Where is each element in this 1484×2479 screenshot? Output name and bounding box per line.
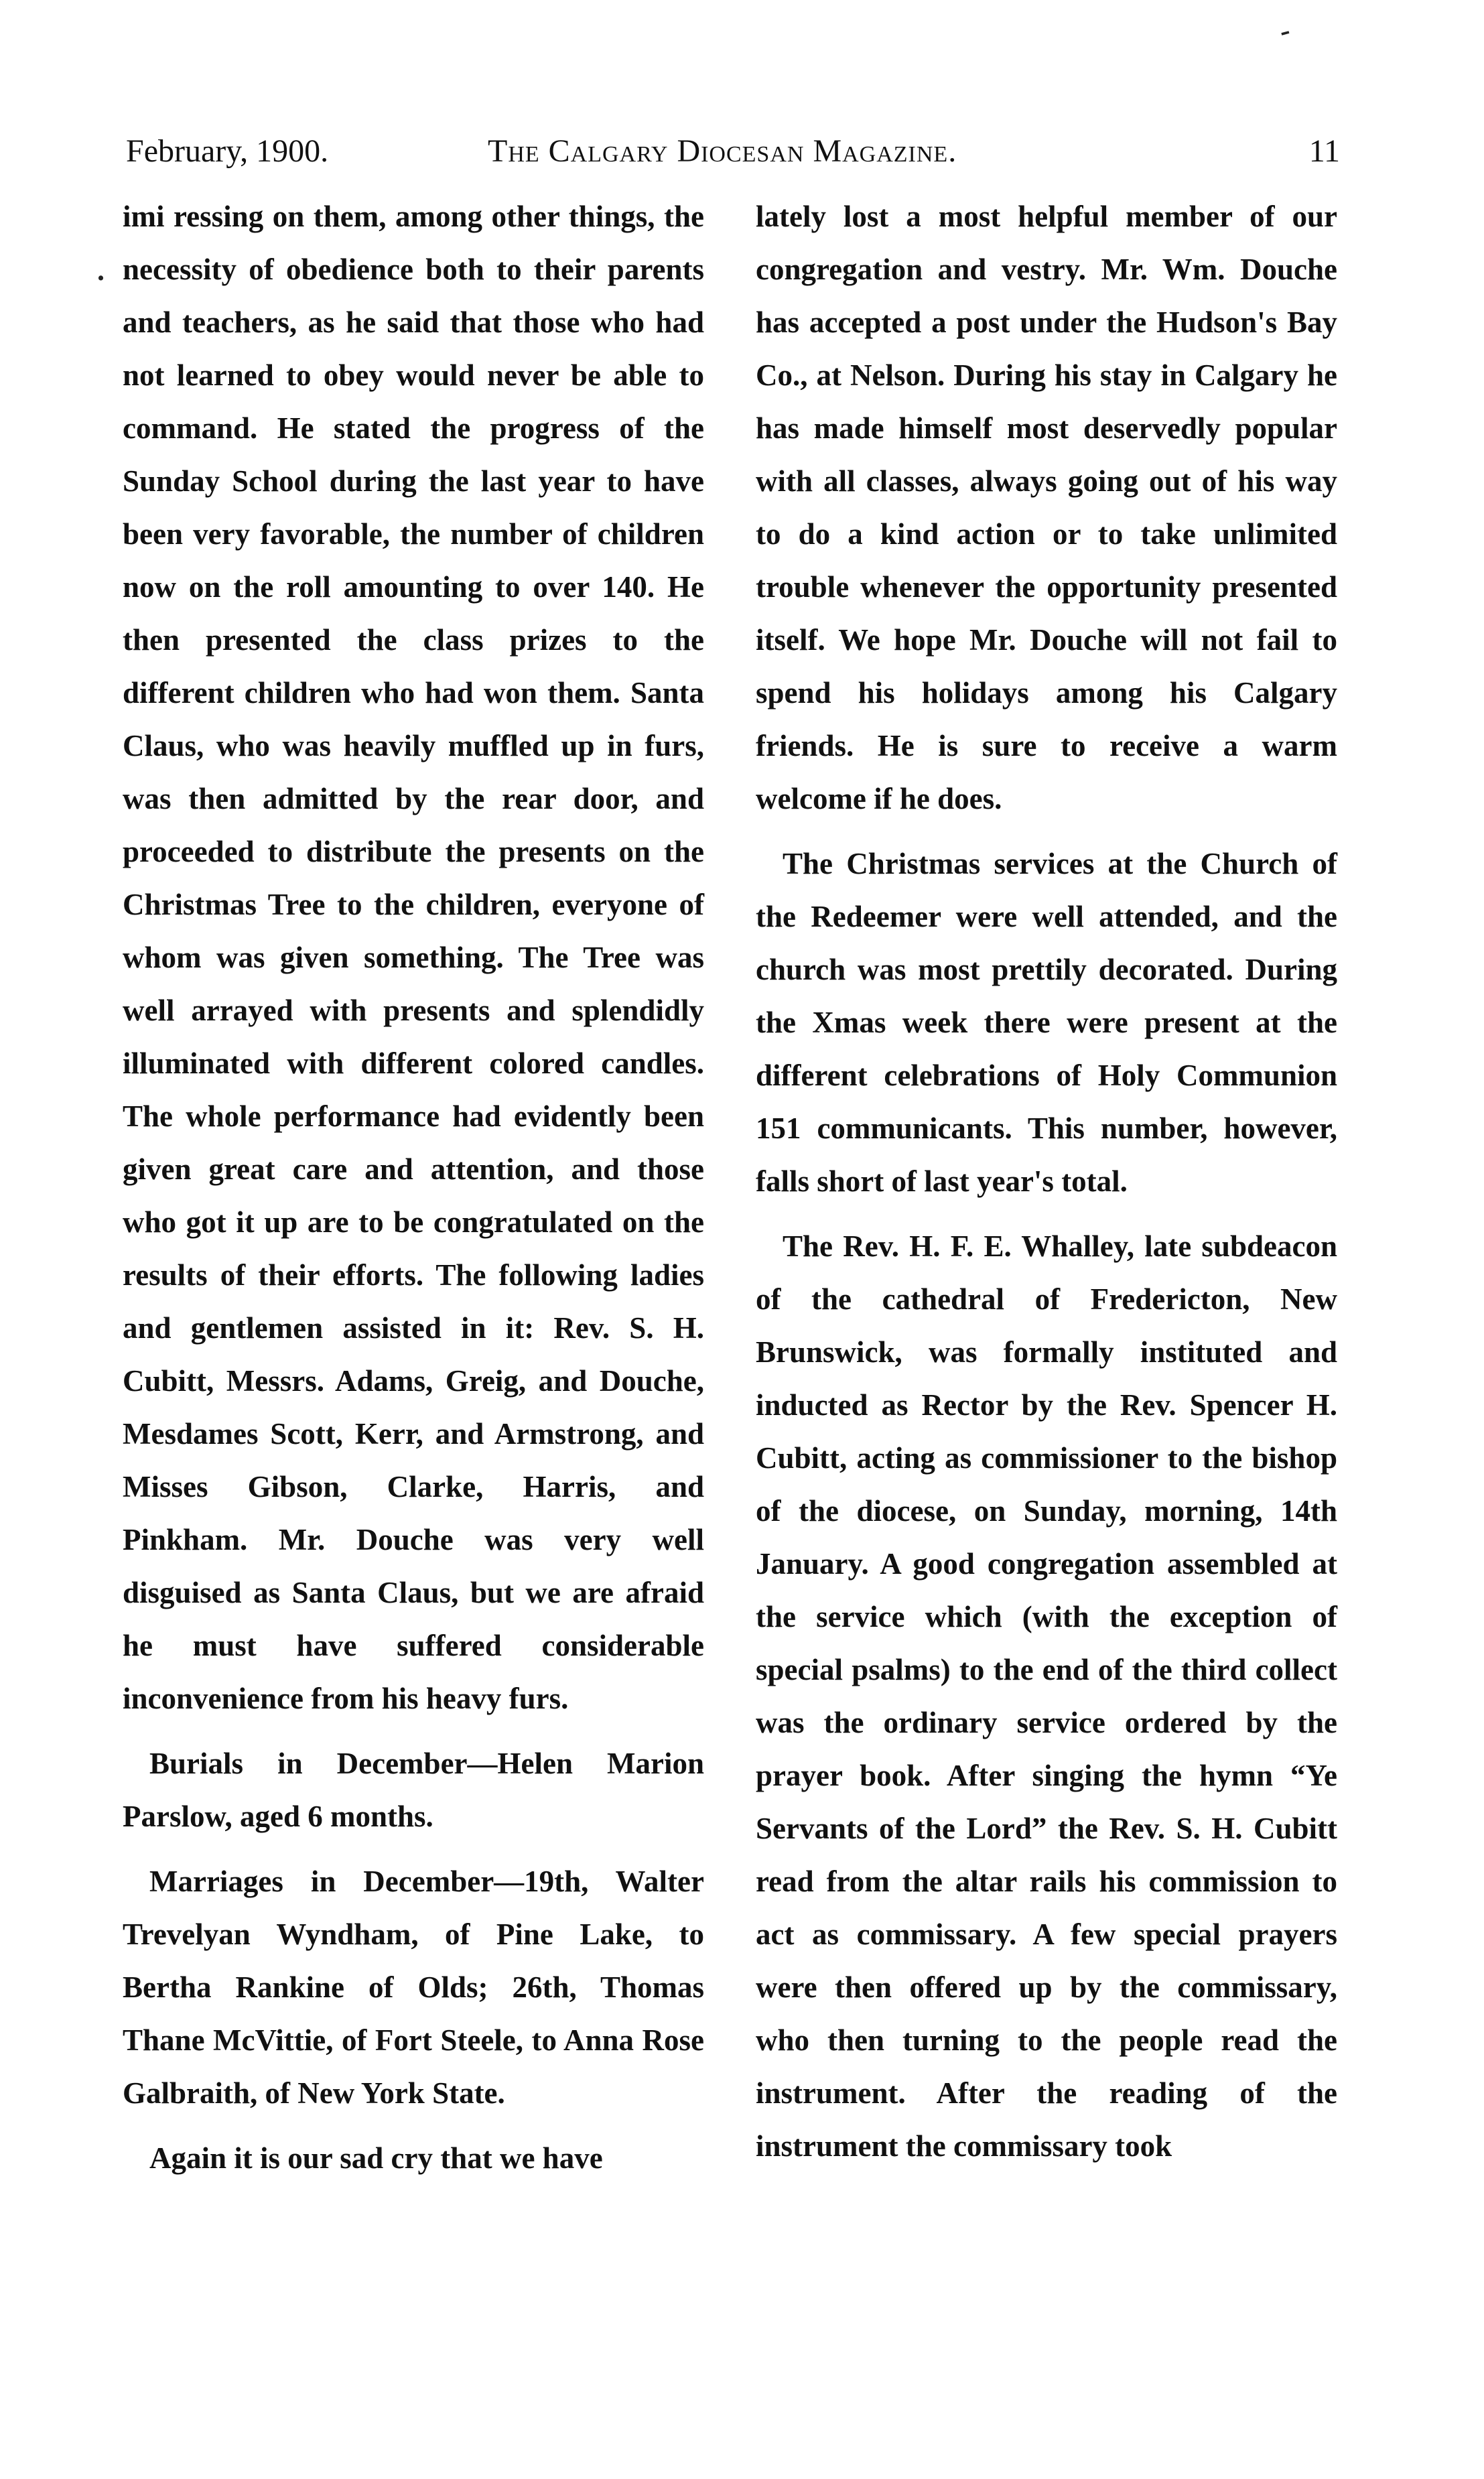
margin-mark: . — [97, 254, 105, 287]
left-column — [123, 190, 704, 2185]
right-column — [756, 190, 1337, 2173]
continued-paragraph: Again it is our sad cry that we have — [149, 2141, 603, 2175]
douche-paragraph: lately lost a most helpful member of our congregation and vestry. Mr. Wm. Douche has accepted a post under the Hudson's Bay Co., at Nelson. During his stay in Calgary he has made himself most deservedly popular with all classes, always going out of his way to do a kind action or to take unlimited trouble whenever the opportunity presented itself. We hope Mr. Douche will not fail to spend his holidays among his Calgary friends. He is sure to receive a warm welcome if he does. — [756, 200, 1337, 815]
christmas-services-paragraph: The Christmas services at the Church of the Redeemer were well attended, and the church was most prettily decorated. During the Xmas week there were present at the different celebrations of Holy Communion 151 communicants. This number, however, falls short of last year's total. — [756, 847, 1337, 1198]
burials-paragraph: Burials in December—Helen Marion Parslow, aged 6 months. — [123, 1747, 704, 1833]
sunday-school-paragraph: imi ressing on them, among other things, the necessity of obedience both to their parents and teachers, as he said that those who had not learned to obey would never be able to command. He stated the progress of the Sunday School during the last year to have been very favorable, the number of children now on the roll amounting to over 140. He then presented the class prizes to the different children who had won them. Santa Claus, who was heavily muffled up in furs, was then admitted by the rear door, and proceeded to distribute the presents on the Christmas Tree to the children, everyone of whom was given something. The Tree was well arrayed with presents and splendidly illuminated with different colored candles. The whole performance had evidently been given great care and attention, and those who got it up are to be congratulated on the results of their efforts. The following ladies and gentlemen assisted in it: Rev. S. H. Cubitt, Messrs. Adams, Greig, and Douche, Mesdames Scott, Kerr, and Armstrong, and Misses Gibson, Clarke, Harris, and Pinkham. Mr. Douche was very well disguised as Santa Claus, but we are afraid he must have suffered considerable inconvenience from his heavy furs. — [123, 200, 704, 1715]
page-header — [126, 125, 1340, 178]
magazine-title: The Calgary Diocesan Magazine. — [488, 133, 957, 169]
page-number: 11 — [1308, 133, 1340, 169]
issue-date: February, 1900. — [126, 133, 329, 169]
marriages-paragraph: Marriages in December—19th, Walter Trevelyan Wyndham, of Pine Lake, to Bertha Rankine of Olds; 26th, Thomas Thane McVittie, of Fort Steele, to Anna Rose Galbraith, of New York State. — [123, 1865, 704, 2110]
whalley-paragraph: The Rev. H. F. E. Whalley, late subdeacon of the cathedral of Fredericton, New Brunswick, was formally instituted and inducted as Rector by the Rev. Spencer H. Cubitt, acting as commissioner to the bishop of the diocese, on Sunday, morning, 14th January. A good congregation assembled at the service which (with the exception of special psalms) to the end of the third collect was the ordinary service ordered by the prayer book. After singing the hymn “Ye Servants of the Lord” the Rev. S. H. Cubitt read from the altar rails his commission to act as commissary. A few special prayers were then offered up by the commissary, who then turning to the people read the instrument. After the reading of the instrument the commissary took — [756, 1229, 1337, 2163]
ink-mark: - — [1275, 13, 1294, 48]
